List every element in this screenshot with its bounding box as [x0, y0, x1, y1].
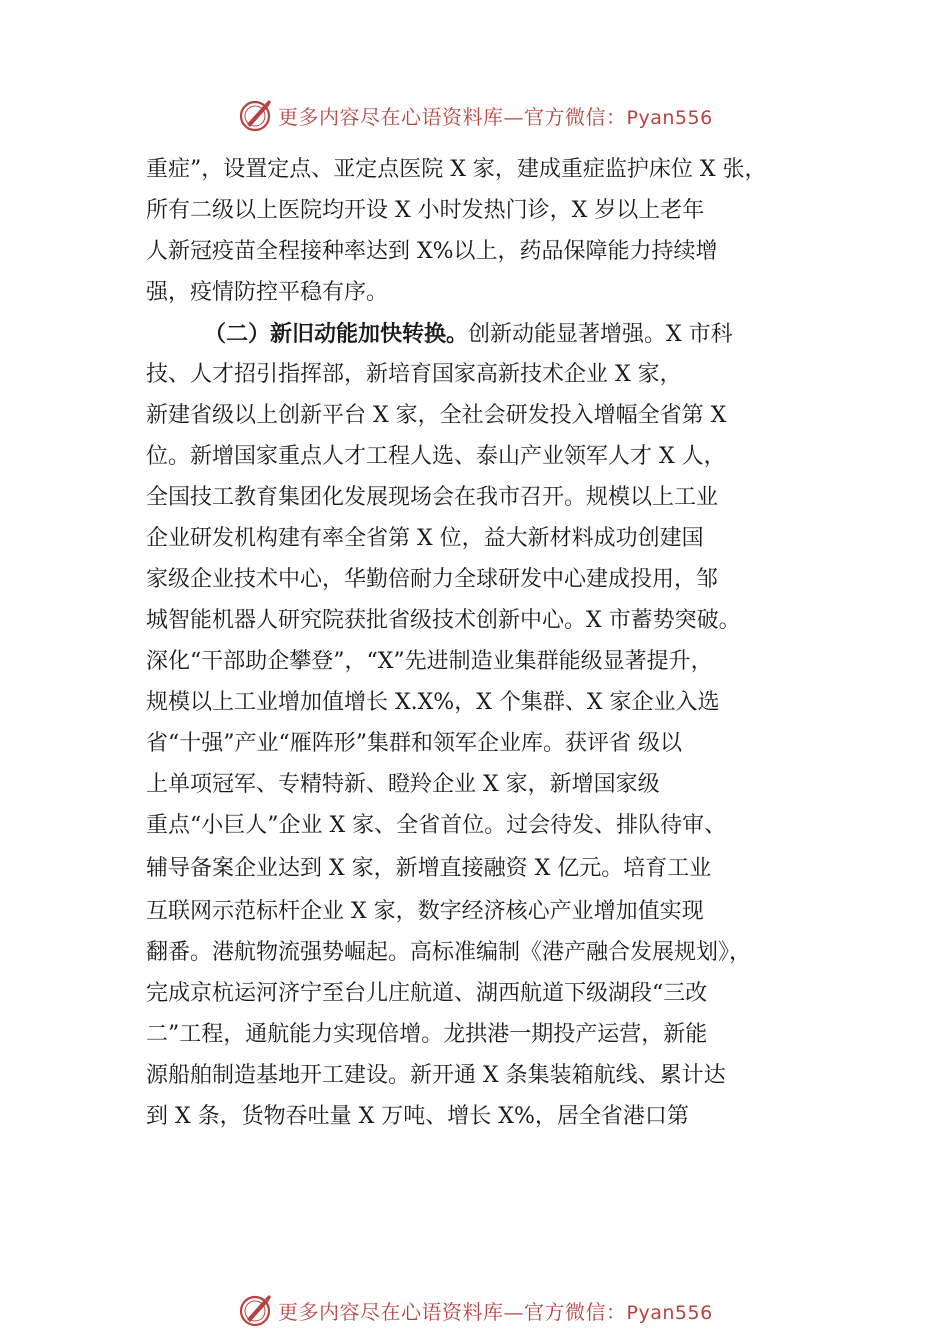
- section-heading-line: [204, 319, 733, 349]
- header-banner-title: 更多内容尽在心语资料库: [278, 104, 504, 129]
- pen-seal-icon: [238, 1292, 274, 1328]
- body-line: 位。新增国家重点人才工程人选、泰山产业领军人才 X 人，: [146, 444, 726, 469]
- body-line: 到 X 条，货物吞吐量 X 万吨、增长 X%，居全省港口第: [146, 1104, 689, 1129]
- body-line: 源船舶制造基地开工建设。新开通 X 条集装箱航线、累计达: [146, 1063, 726, 1088]
- footer-banner-separator: —: [503, 1299, 524, 1324]
- body-line: 二”工程，通航能力实现倍增。龙拱港一期投产运营，新能: [146, 1022, 708, 1047]
- body-line: 新建省级以上创新平台 X 家，全社会研发投入增幅全省第 X: [146, 403, 727, 428]
- body-line: 人新冠疫苗全程接种率达到 X%以上，药品保障能力持续增: [146, 239, 718, 264]
- footer-banner-suffix: 官方微信：: [524, 1299, 627, 1324]
- body-line: 省“十强”产业“雁阵形”集群和领军企业库。获评省 级以: [146, 731, 682, 756]
- body-line: 强，疫情防控平稳有序。: [146, 280, 389, 305]
- body-line: 互联网示范标杆企业 X 家，数字经济核心产业增加值实现: [146, 899, 704, 924]
- body-line: 全国技工教育集团化发展现场会在我市召开。规模以上工业: [146, 485, 719, 510]
- header-banner-text: [278, 101, 713, 130]
- header-banner: [0, 95, 950, 135]
- footer-banner: [0, 1290, 950, 1330]
- body-line: 辅导备案企业达到 X 家，新增直接融资 X 亿元。培育工业: [146, 856, 712, 881]
- body-line: 上单项冠军、专精特新、瞪羚企业 X 家，新增国家级: [146, 772, 660, 797]
- header-banner-suffix: 官方微信：: [524, 104, 627, 129]
- body-line: 重点“小巨人”企业 X 家、全省首位。过会待发、排队待审、: [146, 813, 727, 838]
- body-line-fragment: 创新动能显著增强。X 市科: [468, 322, 733, 347]
- section-heading: （二）新旧动能加快转换。: [204, 321, 469, 347]
- body-line: 技、人才招引指挥部，新培育国家高新技术企业 X 家，: [146, 362, 682, 387]
- footer-banner-text: [278, 1296, 713, 1325]
- body-line: 重症”，设置定点、亚定点医院 X 家，建成重症监护床位 X 张，: [146, 157, 767, 182]
- body-line: 深化“干部助企攀登”，“X”先进制造业集群能级显著提升，: [146, 649, 713, 674]
- body-line: 翻番。港航物流强势崛起。高标准编制《港产融合发展规划》，: [146, 940, 752, 965]
- body-line: 企业研发机构建有率全省第 X 位，益大新材料成功创建国: [146, 526, 704, 551]
- header-banner-separator: —: [503, 104, 524, 129]
- footer-wechat-id: Pyan556: [626, 1301, 713, 1324]
- footer-banner-title: 更多内容尽在心语资料库: [278, 1299, 504, 1324]
- body-line: 家级企业技术中心，华勤倍耐力全球研发中心建成投用，邹: [146, 567, 719, 592]
- pen-seal-icon: [238, 97, 274, 133]
- body-line: 规模以上工业增加值增长 X.X%，X 个集群、X 家企业入选: [146, 690, 720, 715]
- body-line: 完成京杭运河济宁至台儿庄航道、湖西航道下级湖段“三改: [146, 981, 708, 1006]
- header-wechat-id: Pyan556: [626, 106, 713, 129]
- body-line: 城智能机器人研究院获批省级技术创新中心。X 市蓄势突破。: [146, 608, 741, 633]
- body-line: 所有二级以上医院均开设 X 小时发热门诊，X 岁以上老年: [146, 198, 705, 223]
